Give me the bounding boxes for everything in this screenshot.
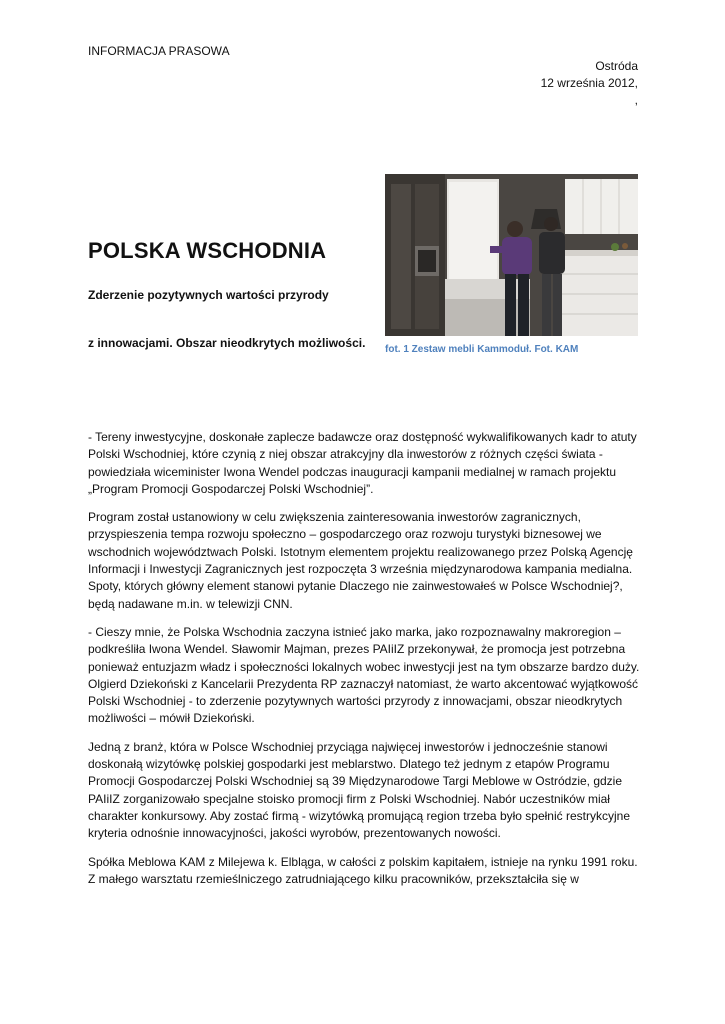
paragraph: Program został ustanowiony w celu zwiększenia zainteresowania inwestorów zagranicznych, przyspieszenia tempa rozwoju społeczno – gospodarczego oraz rozwoju turystyki biznesowej we wschodnich województwach Polski. Istotnym elementem projektu realizowanego przez Polską Agencję Informacji i Inwestycji Zagranicznych jest rozpoczęta 3 września międzynarodowa kampania medialna. Spoty, których główny element stanowi pytanie Dlaczego nie zainwestowałeś w Polsce Wschodniej?, będą nadawane m.in. w telewizji CNN. (88, 510, 633, 611)
headline-subtitle-1: Zderzenie pozytywnych wartości przyrody (88, 288, 329, 302)
press-release-label: INFORMACJA PRASOWA (88, 44, 230, 58)
photo-caption: fot. 1 Zestaw mebli Kammoduł. Fot. KAM (385, 344, 579, 355)
paragraph: Jedną z branż, która w Polsce Wschodniej przyciąga najwięcej inwestorów i jednocześnie stanowi doskonałą wizytówkę polskiej gospodarki jest meblarstwo. Dlatego też jednym z etapów Programu Promocji Gospodarczej Polski Wschodniej są 39 Międzynarodowe Targi Meblowe w Ostródzie, gdzie PAIiIZ zorganizowało specjalne stoisko promocji firm z Polski Wschodniej. Nabór uczestników miał charakter konkursowy. Aby zostać firmą - wizytówką promującą region trzeba było spełnić restrykcyjne kryteria odnośnie innowacyjności, jakości wyrobów, prezentowanych nowości. (88, 739, 630, 841)
paragraph: Spółka Meblowa KAM z Milejewa k. Elbląga, w całości z polskim kapitałem, istnieje na rynku 1991 roku. Z małego warsztatu rzemieślniczego zatrudniającego kilku pracowników, przekształciła się w (88, 854, 638, 886)
paragraph: - Cieszy mnie, że Polska Wschodnia zaczyna istnieć jako marka, jako rozpoznawalny makroregion – podkreśliła Iwona Wendel. Sławomir Majman, prezes PAIiIZ przekonywał, że promocja jest potrzebna ponieważ entuzjazm władz i społeczności lokalnych wobec inwestycji jest na tym obszarze bardzo duży. Olgierd Dziekoński z Kancelarii Prezydenta RP zaznaczył natomiast, że warto akcentować wyjątkowość Polski Wschodniej - to zderzenie pozytywnych wartości przyrody z innowacjami, obszar nieodkrytych możliwości – mówił Dziekoński. (88, 624, 640, 726)
headline-subtitle-2: z innowacjami. Obszar nieodkrytych możliwości. (88, 336, 366, 350)
date-extra: , (634, 93, 638, 107)
paragraph: - Tereny inwestycyjne, doskonałe zaplecze badawcze oraz dostępność wykwalifikowanych kadr to atuty Polski Wschodniej, które czynią z niej obszar atrakcyjny dla inwestorów z różnych części świata - powiedziała wiceminister Iwona Wendel podczas inauguracji kampanii medialnej w ramach projektu „Program Promocji Gospodarczej Polski Wschodniej”. (88, 430, 637, 496)
date: 12 września 2012, (540, 76, 638, 90)
headline-title: POLSKA WSCHODNIA (88, 238, 327, 263)
article-body (88, 429, 640, 899)
city: Ostróda (595, 59, 638, 73)
place-and-date (541, 58, 638, 109)
kitchen-furniture-photo (385, 174, 638, 336)
